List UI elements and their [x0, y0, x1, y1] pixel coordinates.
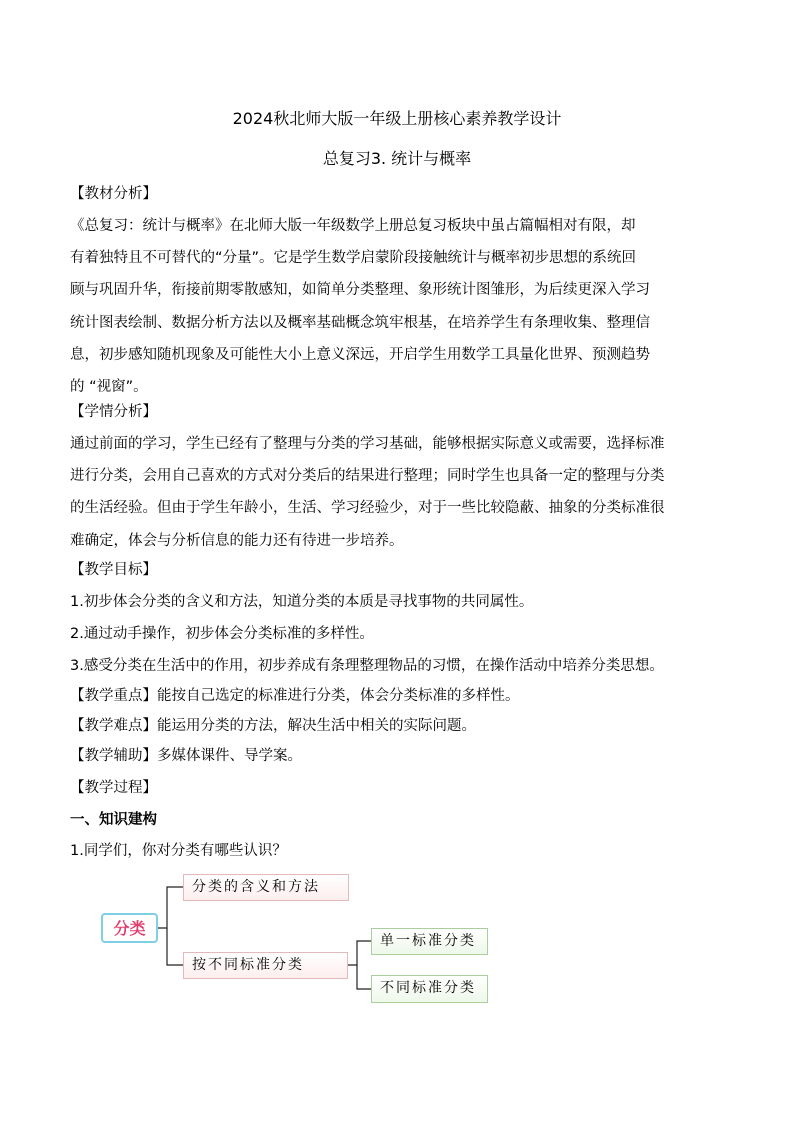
diagram-branch-standards: 按不同标准分类	[183, 952, 348, 979]
difficulty-heading: 【教学难点】	[70, 718, 157, 734]
part-one-heading: 一、知识建构	[70, 812, 157, 828]
paragraph-line: 进行分类，会用自己喜欢的方式对分类后的结果进行整理；同时学生也具备一定的整理与分类	[70, 468, 665, 485]
paragraph-line: 通过前面的学习，学生已经有了整理与分类的学习基础，能够根据实际意义或需要，选择标准	[70, 436, 665, 452]
diagram-root-classify: 分类	[101, 913, 158, 943]
paragraph-line: 的 “视窗”。	[70, 379, 148, 396]
document-subtitle: 总复习3. 统计与概率	[322, 149, 472, 168]
paragraph-line: 有着独特且不可替代的“分量”。它是学生数学启蒙阶段接触统计与概率初步思想的系统回	[70, 250, 637, 267]
teaching-process-heading: 【教学过程】	[70, 780, 157, 796]
difficulty-text: 能运用分类的方法，解决生活中相关的实际问题。	[157, 718, 476, 734]
paragraph-line: 统计图表绘制、数据分析方法以及概率基础概念筑牢根基，在培养学生有条理收集、整理信	[70, 314, 650, 331]
diagram-leaf-single-standard: 单一标准分类	[371, 928, 488, 955]
paragraph-line: 顾与巩固升华，衔接前期零散感知，如简单分类整理、象形统计图雏形，为后续更深入学习	[70, 282, 650, 299]
teaching-goals-heading: 【教学目标】	[70, 562, 157, 578]
document-title: 2024秋北师大版一年级上册核心素养教学设计	[232, 109, 562, 128]
paragraph-line: 难确定，体会与分析信息的能力还有待进一步培养。	[70, 532, 404, 549]
goal-item: 1.初步体会分类的含义和方法，知道分类的本质是寻找事物的共同属性。	[70, 594, 534, 610]
goal-item: 2.通过动手操作，初步体会分类标准的多样性。	[70, 626, 374, 643]
question-one: 1.同学们，你对分类有哪些认识？	[70, 843, 287, 859]
diagram-branch-meaning: 分类的含义和方法	[183, 874, 349, 901]
goal-item: 3.感受分类在生活中的作用，初步养成有条理整理物品的习惯，在操作活动中培养分类思想。	[70, 658, 664, 675]
textbook-analysis-heading: 【教材分析】	[70, 186, 157, 202]
paragraph-line: 息，初步感知随机现象及可能性大小上意义深远，开启学生用数学工具量化世界、预测趋势	[70, 346, 650, 363]
paragraph-line: 《总复习：统计与概率》在北师大版一年级数学上册总复习板块中虽占篇幅相对有限，却	[70, 218, 636, 234]
student-analysis-heading: 【学情分析】	[70, 404, 157, 420]
key-point-text: 能按自己选定的标准进行分类，体会分类标准的多样性。	[157, 688, 520, 704]
paragraph-line: 的生活经验。但由于学生年龄小，生活、学习经验少，对于一些比较隐蔽、抽象的分类标准很	[70, 500, 665, 517]
teaching-aids-text: 多媒体课件、导学案。	[157, 748, 302, 764]
teaching-aids-heading: 【教学辅助】	[70, 748, 157, 764]
key-point-heading: 【教学重点】	[70, 688, 157, 704]
diagram-leaf-different-standards: 不同标准分类	[371, 975, 488, 1003]
